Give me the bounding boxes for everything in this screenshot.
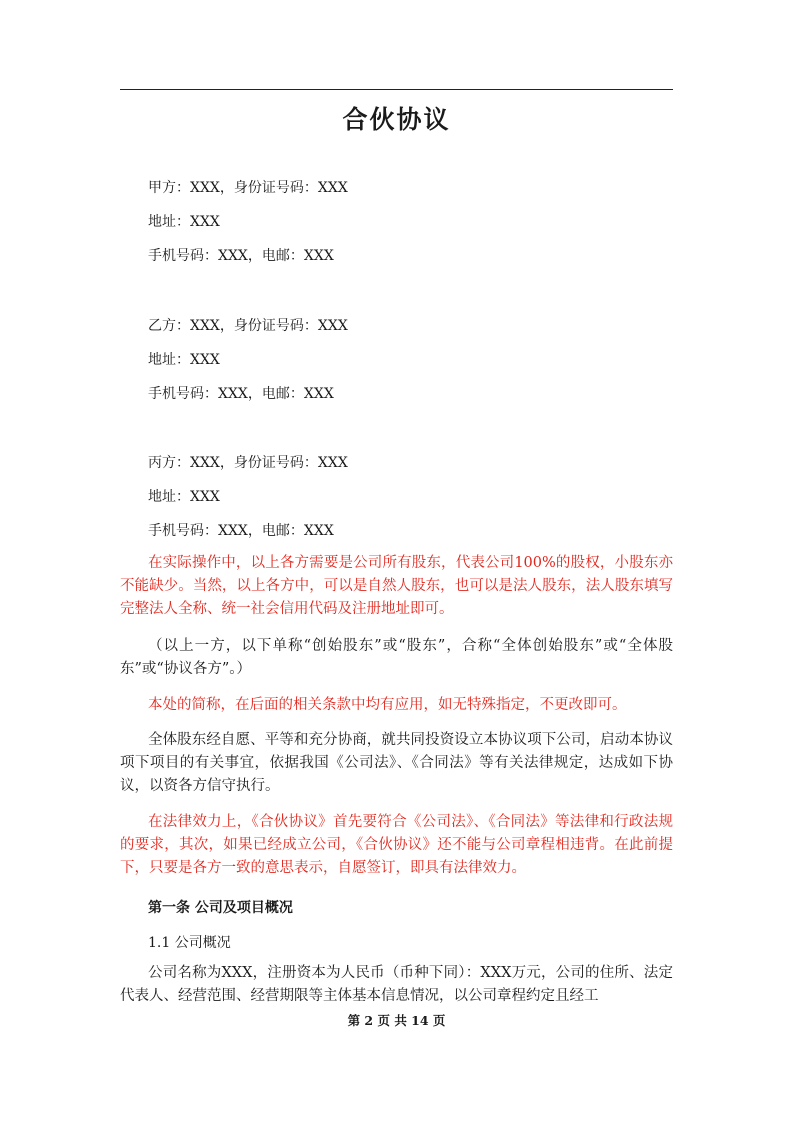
party-a-id: 甲方：XXX，身份证号码：XXX <box>148 180 348 196</box>
note-abbreviation: 本处的简称，在后面的相关条款中均有应用，如无特殊指定，不更改即可。 <box>148 697 627 713</box>
party-c-id: 丙方：XXX，身份证号码：XXX <box>148 455 348 471</box>
section-1-1-heading: 1.1 公司概况 <box>148 935 231 951</box>
party-a-contact: 手机号码：XXX，电邮：XXX <box>148 248 334 264</box>
company-overview-paragraph: 公司名称为XXX，注册资本为人民币（币种下同）：XXX万元，公司的住所、法定代表人、经营范围、经营期限等主体基本信息情况，以公司章程约定且经工 <box>120 965 673 1004</box>
note-shareholders: 在实际操作中，以上各方需要是公司所有股东，代表公司100%的股权，小股东亦不能缺少。当然，以上各方中，可以是自然人股东，也可以是法人股东，法人股东填写完整法人全称、统一社会信用代码及注册地址即可。 <box>120 555 673 617</box>
page-footer: 第 2 页 共 14 页 <box>347 1013 446 1028</box>
note-legal-effect: 在法律效力上，《合伙协议》首先要符合《公司法》、《合同法》等法律和行政法规的要求，其次，如果已经成立公司，《合伙协议》还不能与公司章程相违背。在此前提下，只要是各方一致的意思表示，自愿签订，即具有法律效力。 <box>120 814 673 876</box>
party-b-contact: 手机号码：XXX，电邮：XXX <box>148 386 334 402</box>
party-b-id: 乙方：XXX，身份证号码：XXX <box>148 318 348 334</box>
header-rule <box>120 89 673 90</box>
party-c-contact: 手机号码：XXX，电邮：XXX <box>148 523 334 539</box>
party-b-address: 地址：XXX <box>148 352 220 368</box>
article-1-heading: 第一条 公司及项目概况 <box>148 900 293 916</box>
preamble-paragraph: 全体股东经自愿、平等和充分协商，就共同投资设立本协议项下公司，启动本协议项下项目的有关事宜，依据我国《公司法》、《合同法》等有关法律规定，达成如下协议，以资各方信守执行。 <box>120 732 673 794</box>
document-title: 合伙协议 <box>342 105 451 134</box>
abbreviation-paragraph: （以上一方，以下单称“创始股东”或“股东”，合称“全体创始股东”或“全体股东”或“协议各方”。） <box>120 638 673 677</box>
party-a-address: 地址：XXX <box>148 214 220 230</box>
party-c-address: 地址：XXX <box>148 489 220 505</box>
